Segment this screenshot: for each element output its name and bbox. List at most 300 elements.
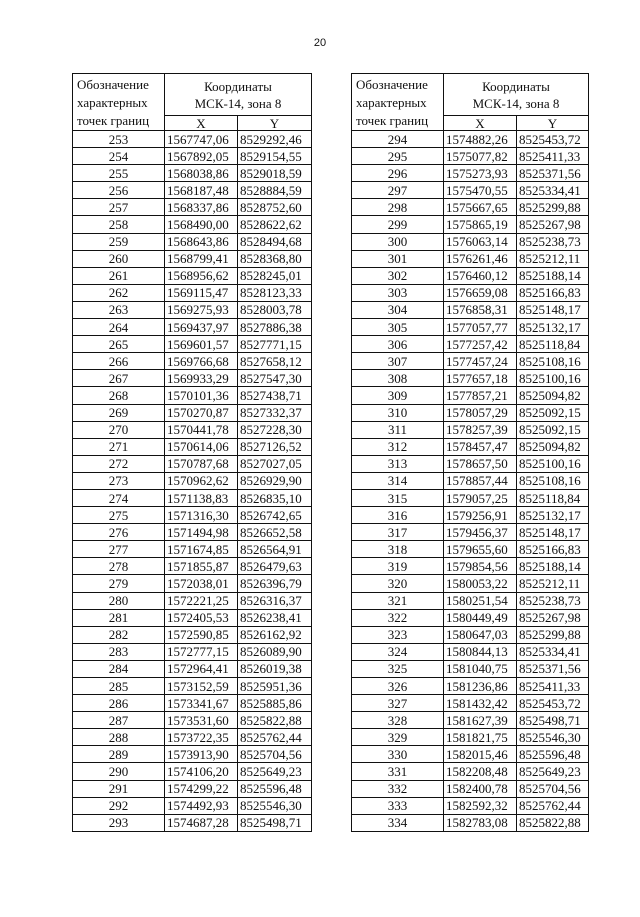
y-coordinate-cell: 8527771,15 (238, 336, 312, 353)
point-number-cell: 316 (352, 507, 444, 524)
x-coordinate-cell: 1571855,87 (165, 558, 238, 575)
point-number-cell: 309 (352, 387, 444, 404)
y-coordinate-cell: 8528622,62 (238, 216, 312, 233)
table-row (352, 233, 589, 250)
point-number-cell: 267 (73, 370, 165, 387)
table-row (352, 524, 589, 541)
table-row (73, 643, 312, 660)
x-coordinate-cell: 1572038,01 (165, 575, 238, 592)
point-number-cell: 332 (352, 780, 444, 797)
x-coordinate-cell: 1577657,18 (444, 370, 517, 387)
point-number-cell: 268 (73, 387, 165, 404)
y-coordinate-cell: 8528368,80 (238, 250, 312, 267)
table-row (73, 678, 312, 695)
table-row (352, 472, 589, 489)
x-coordinate-cell: 1570270,87 (165, 404, 238, 421)
y-coordinate-cell: 8525649,23 (238, 763, 312, 780)
y-coordinate-cell: 8525453,72 (517, 131, 589, 148)
x-coordinate-cell: 1573341,67 (165, 695, 238, 712)
y-coordinate-cell: 8525108,16 (517, 472, 589, 489)
point-number-cell: 269 (73, 404, 165, 421)
y-coordinate-cell: 8525371,56 (517, 165, 589, 182)
y-coordinate-cell: 8526835,10 (238, 489, 312, 506)
point-number-cell: 264 (73, 319, 165, 336)
point-number-cell: 283 (73, 643, 165, 660)
x-coordinate-cell: 1576858,31 (444, 301, 517, 318)
y-coordinate-cell: 8525148,17 (517, 524, 589, 541)
x-coordinate-cell: 1577857,21 (444, 387, 517, 404)
table-row (73, 626, 312, 643)
y-coordinate-cell: 8525299,88 (517, 199, 589, 216)
x-coordinate-cell: 1573531,60 (165, 712, 238, 729)
point-number-cell: 284 (73, 660, 165, 677)
table-row (352, 404, 589, 421)
table-row (352, 643, 589, 660)
point-number-cell: 305 (352, 319, 444, 336)
x-coordinate-cell: 1570101,36 (165, 387, 238, 404)
y-coordinate-cell: 8526929,90 (238, 472, 312, 489)
x-coordinate-cell: 1574882,26 (444, 131, 517, 148)
y-coordinate-cell: 8525212,11 (517, 575, 589, 592)
x-coordinate-cell: 1568038,86 (165, 165, 238, 182)
y-coordinate-cell: 8525188,14 (517, 558, 589, 575)
x-coordinate-cell: 1582208,48 (444, 763, 517, 780)
point-number-cell: 259 (73, 233, 165, 250)
y-coordinate-cell: 8528123,33 (238, 284, 312, 301)
page-number: 20 (313, 37, 327, 49)
table-row (73, 319, 312, 336)
point-number-cell: 266 (73, 353, 165, 370)
table-row (73, 199, 312, 216)
point-number-cell: 265 (73, 336, 165, 353)
y-coordinate-cell: 8525498,71 (517, 712, 589, 729)
point-number-cell: 270 (73, 421, 165, 438)
x-coordinate-cell: 1580844,13 (444, 643, 517, 660)
y-coordinate-cell: 8525094,82 (517, 438, 589, 455)
point-number-cell: 282 (73, 626, 165, 643)
point-number-cell: 260 (73, 250, 165, 267)
table-row (73, 814, 312, 831)
x-coordinate-cell: 1577057,77 (444, 319, 517, 336)
y-coordinate-cell: 8525238,73 (517, 592, 589, 609)
table-row (352, 148, 589, 165)
table-row (73, 558, 312, 575)
y-coordinate-cell: 8527332,37 (238, 404, 312, 421)
y-coordinate-cell: 8525546,30 (238, 797, 312, 814)
y-coordinate-cell: 8525596,48 (238, 780, 312, 797)
table-row (73, 507, 312, 524)
coordinates-table-right (351, 73, 589, 832)
header-y: Y (238, 116, 312, 131)
x-coordinate-cell: 1569437,97 (165, 319, 238, 336)
point-number-cell: 325 (352, 660, 444, 677)
y-coordinate-cell: 8525212,11 (517, 250, 589, 267)
point-number-cell: 285 (73, 678, 165, 695)
y-coordinate-cell: 8527228,30 (238, 421, 312, 438)
x-coordinate-cell: 1569766,68 (165, 353, 238, 370)
y-coordinate-cell: 8526564,91 (238, 541, 312, 558)
header-x: X (444, 116, 517, 131)
point-number-cell: 301 (352, 250, 444, 267)
table-row (352, 267, 589, 284)
table-row (73, 763, 312, 780)
x-coordinate-cell: 1582015,46 (444, 746, 517, 763)
x-coordinate-cell: 1577457,24 (444, 353, 517, 370)
y-coordinate-cell: 8529292,46 (238, 131, 312, 148)
x-coordinate-cell: 1576460,12 (444, 267, 517, 284)
y-coordinate-cell: 8525704,56 (517, 780, 589, 797)
point-number-cell: 308 (352, 370, 444, 387)
y-coordinate-cell: 8525148,17 (517, 301, 589, 318)
table-row (73, 336, 312, 353)
x-coordinate-cell: 1574687,28 (165, 814, 238, 831)
table-row (73, 524, 312, 541)
x-coordinate-cell: 1569601,57 (165, 336, 238, 353)
point-number-cell: 293 (73, 814, 165, 831)
y-coordinate-cell: 8525094,82 (517, 387, 589, 404)
x-coordinate-cell: 1579057,25 (444, 489, 517, 506)
table-row (73, 780, 312, 797)
x-coordinate-cell: 1582592,32 (444, 797, 517, 814)
point-number-cell: 273 (73, 472, 165, 489)
table-row (73, 660, 312, 677)
x-coordinate-cell: 1580053,22 (444, 575, 517, 592)
y-coordinate-cell: 8528494,68 (238, 233, 312, 250)
x-coordinate-cell: 1581627,39 (444, 712, 517, 729)
table-row (352, 626, 589, 643)
table-row (352, 695, 589, 712)
header-point-label: Обозначение характерных точек границ (73, 74, 165, 131)
point-number-cell: 317 (352, 524, 444, 541)
table-row (352, 421, 589, 438)
point-number-cell: 300 (352, 233, 444, 250)
y-coordinate-cell: 8525649,23 (517, 763, 589, 780)
header-coordinates: Координаты МСК-14, зона 8 (444, 74, 589, 116)
x-coordinate-cell: 1570441,78 (165, 421, 238, 438)
coordinates-table-left (72, 73, 312, 832)
point-number-cell: 262 (73, 284, 165, 301)
y-coordinate-cell: 8526742,65 (238, 507, 312, 524)
point-number-cell: 286 (73, 695, 165, 712)
y-coordinate-cell: 8525108,16 (517, 353, 589, 370)
y-coordinate-cell: 8525188,14 (517, 267, 589, 284)
y-coordinate-cell: 8527547,30 (238, 370, 312, 387)
point-number-cell: 302 (352, 267, 444, 284)
table-row (73, 489, 312, 506)
point-number-cell: 306 (352, 336, 444, 353)
point-number-cell: 326 (352, 678, 444, 695)
point-number-cell: 296 (352, 165, 444, 182)
point-number-cell: 307 (352, 353, 444, 370)
y-coordinate-cell: 8525762,44 (238, 729, 312, 746)
table-row (352, 301, 589, 318)
table-row (73, 267, 312, 284)
x-coordinate-cell: 1576063,14 (444, 233, 517, 250)
x-coordinate-cell: 1582400,78 (444, 780, 517, 797)
header-x: X (165, 116, 238, 131)
table-row (73, 609, 312, 626)
table-row (73, 404, 312, 421)
table-row (352, 319, 589, 336)
table-row (352, 284, 589, 301)
y-coordinate-cell: 8525166,83 (517, 541, 589, 558)
point-number-cell: 294 (352, 131, 444, 148)
point-number-cell: 303 (352, 284, 444, 301)
x-coordinate-cell: 1572777,15 (165, 643, 238, 660)
x-coordinate-cell: 1571494,98 (165, 524, 238, 541)
y-coordinate-cell: 8527438,71 (238, 387, 312, 404)
table-row (73, 421, 312, 438)
x-coordinate-cell: 1576261,46 (444, 250, 517, 267)
point-number-cell: 263 (73, 301, 165, 318)
point-number-cell: 253 (73, 131, 165, 148)
table-row (352, 489, 589, 506)
x-coordinate-cell: 1579256,91 (444, 507, 517, 524)
y-coordinate-cell: 8526652,58 (238, 524, 312, 541)
y-coordinate-cell: 8525100,16 (517, 370, 589, 387)
x-coordinate-cell: 1572590,85 (165, 626, 238, 643)
x-coordinate-cell: 1569933,29 (165, 370, 238, 387)
point-number-cell: 271 (73, 438, 165, 455)
y-coordinate-cell: 8525166,83 (517, 284, 589, 301)
x-coordinate-cell: 1578457,47 (444, 438, 517, 455)
y-coordinate-cell: 8525762,44 (517, 797, 589, 814)
x-coordinate-cell: 1580251,54 (444, 592, 517, 609)
table-row (352, 541, 589, 558)
y-coordinate-cell: 8525299,88 (517, 626, 589, 643)
x-coordinate-cell: 1581040,75 (444, 660, 517, 677)
table-row (352, 746, 589, 763)
table-row (73, 746, 312, 763)
table-row (352, 438, 589, 455)
point-number-cell: 281 (73, 609, 165, 626)
x-coordinate-cell: 1581821,75 (444, 729, 517, 746)
y-coordinate-cell: 8525498,71 (238, 814, 312, 831)
y-coordinate-cell: 8527658,12 (238, 353, 312, 370)
point-number-cell: 279 (73, 575, 165, 592)
x-coordinate-cell: 1574106,20 (165, 763, 238, 780)
table-row (352, 660, 589, 677)
x-coordinate-cell: 1579854,56 (444, 558, 517, 575)
y-coordinate-cell: 8526479,63 (238, 558, 312, 575)
table-row (73, 148, 312, 165)
x-coordinate-cell: 1575470,55 (444, 182, 517, 199)
x-coordinate-cell: 1575865,19 (444, 216, 517, 233)
y-coordinate-cell: 8525132,17 (517, 319, 589, 336)
x-coordinate-cell: 1568956,62 (165, 267, 238, 284)
x-coordinate-cell: 1567747,06 (165, 131, 238, 148)
point-number-cell: 275 (73, 507, 165, 524)
point-number-cell: 334 (352, 814, 444, 831)
point-number-cell: 257 (73, 199, 165, 216)
table-row (73, 387, 312, 404)
x-coordinate-cell: 1578857,44 (444, 472, 517, 489)
x-coordinate-cell: 1572964,41 (165, 660, 238, 677)
table-row (73, 216, 312, 233)
point-number-cell: 276 (73, 524, 165, 541)
x-coordinate-cell: 1573722,35 (165, 729, 238, 746)
y-coordinate-cell: 8525411,33 (517, 148, 589, 165)
table-row (352, 250, 589, 267)
x-coordinate-cell: 1577257,42 (444, 336, 517, 353)
x-coordinate-cell: 1575077,82 (444, 148, 517, 165)
table-row (352, 558, 589, 575)
y-coordinate-cell: 8525453,72 (517, 695, 589, 712)
y-coordinate-cell: 8525951,36 (238, 678, 312, 695)
table-row (73, 592, 312, 609)
table-row (352, 763, 589, 780)
x-coordinate-cell: 1574492,93 (165, 797, 238, 814)
table-row (73, 455, 312, 472)
table-row (352, 575, 589, 592)
x-coordinate-cell: 1571674,85 (165, 541, 238, 558)
y-coordinate-cell: 8525092,15 (517, 404, 589, 421)
table-row (352, 592, 589, 609)
table-row (73, 250, 312, 267)
table-row (73, 729, 312, 746)
x-coordinate-cell: 1568490,00 (165, 216, 238, 233)
table-row (352, 814, 589, 831)
y-coordinate-cell: 8525100,16 (517, 455, 589, 472)
y-coordinate-cell: 8525371,56 (517, 660, 589, 677)
x-coordinate-cell: 1579456,37 (444, 524, 517, 541)
table-row (73, 370, 312, 387)
y-coordinate-cell: 8529018,59 (238, 165, 312, 182)
point-number-cell: 319 (352, 558, 444, 575)
table-row (73, 438, 312, 455)
point-number-cell: 290 (73, 763, 165, 780)
x-coordinate-cell: 1568187,48 (165, 182, 238, 199)
table-row (352, 729, 589, 746)
point-number-cell: 331 (352, 763, 444, 780)
y-coordinate-cell: 8525334,41 (517, 182, 589, 199)
point-number-cell: 272 (73, 455, 165, 472)
y-coordinate-cell: 8525334,41 (517, 643, 589, 660)
x-coordinate-cell: 1570787,68 (165, 455, 238, 472)
table-row (352, 182, 589, 199)
y-coordinate-cell: 8525118,84 (517, 336, 589, 353)
point-number-cell: 333 (352, 797, 444, 814)
table-row (73, 353, 312, 370)
y-coordinate-cell: 8526019,38 (238, 660, 312, 677)
x-coordinate-cell: 1568337,86 (165, 199, 238, 216)
y-coordinate-cell: 8525267,98 (517, 216, 589, 233)
header-y: Y (517, 116, 589, 131)
point-number-cell: 278 (73, 558, 165, 575)
table-row (352, 199, 589, 216)
y-coordinate-cell: 8525238,73 (517, 233, 589, 250)
table-row (352, 609, 589, 626)
point-number-cell: 320 (352, 575, 444, 592)
table-row (352, 353, 589, 370)
table-row (73, 165, 312, 182)
point-number-cell: 292 (73, 797, 165, 814)
y-coordinate-cell: 8525411,33 (517, 678, 589, 695)
point-number-cell: 297 (352, 182, 444, 199)
point-number-cell: 291 (73, 780, 165, 797)
point-number-cell: 311 (352, 421, 444, 438)
x-coordinate-cell: 1569115,47 (165, 284, 238, 301)
header-point-label: Обозначение характерных точек границ (352, 74, 444, 131)
x-coordinate-cell: 1574299,22 (165, 780, 238, 797)
y-coordinate-cell: 8528245,01 (238, 267, 312, 284)
x-coordinate-cell: 1576659,08 (444, 284, 517, 301)
point-number-cell: 329 (352, 729, 444, 746)
y-coordinate-cell: 8527027,05 (238, 455, 312, 472)
y-coordinate-cell: 8525596,48 (517, 746, 589, 763)
y-coordinate-cell: 8525822,88 (517, 814, 589, 831)
table-row (73, 284, 312, 301)
point-number-cell: 277 (73, 541, 165, 558)
table-row (352, 455, 589, 472)
x-coordinate-cell: 1575667,65 (444, 199, 517, 216)
y-coordinate-cell: 8528752,60 (238, 199, 312, 216)
point-number-cell: 314 (352, 472, 444, 489)
x-coordinate-cell: 1572405,53 (165, 609, 238, 626)
x-coordinate-cell: 1580449,49 (444, 609, 517, 626)
x-coordinate-cell: 1569275,93 (165, 301, 238, 318)
header-coordinates: Координаты МСК-14, зона 8 (165, 74, 312, 116)
x-coordinate-cell: 1581236,86 (444, 678, 517, 695)
x-coordinate-cell: 1582783,08 (444, 814, 517, 831)
y-coordinate-cell: 8525704,56 (238, 746, 312, 763)
point-number-cell: 254 (73, 148, 165, 165)
x-coordinate-cell: 1578257,39 (444, 421, 517, 438)
table-row (73, 233, 312, 250)
x-coordinate-cell: 1573913,90 (165, 746, 238, 763)
y-coordinate-cell: 8525132,17 (517, 507, 589, 524)
y-coordinate-cell: 8525118,84 (517, 489, 589, 506)
y-coordinate-cell: 8527886,38 (238, 319, 312, 336)
point-number-cell: 280 (73, 592, 165, 609)
table-row (73, 797, 312, 814)
point-number-cell: 287 (73, 712, 165, 729)
table-row (352, 370, 589, 387)
point-number-cell: 298 (352, 199, 444, 216)
point-number-cell: 323 (352, 626, 444, 643)
table-row (73, 541, 312, 558)
point-number-cell: 255 (73, 165, 165, 182)
point-number-cell: 322 (352, 609, 444, 626)
point-number-cell: 304 (352, 301, 444, 318)
y-coordinate-cell: 8526089,90 (238, 643, 312, 660)
x-coordinate-cell: 1568643,86 (165, 233, 238, 250)
table-row (352, 216, 589, 233)
x-coordinate-cell: 1579655,60 (444, 541, 517, 558)
x-coordinate-cell: 1581432,42 (444, 695, 517, 712)
table-row (73, 182, 312, 199)
x-coordinate-cell: 1571316,30 (165, 507, 238, 524)
y-coordinate-cell: 8528884,59 (238, 182, 312, 199)
point-number-cell: 299 (352, 216, 444, 233)
point-number-cell: 261 (73, 267, 165, 284)
y-coordinate-cell: 8525546,30 (517, 729, 589, 746)
table-row (73, 131, 312, 148)
point-number-cell: 274 (73, 489, 165, 506)
table-row (352, 336, 589, 353)
y-coordinate-cell: 8527126,52 (238, 438, 312, 455)
point-number-cell: 328 (352, 712, 444, 729)
x-coordinate-cell: 1580647,03 (444, 626, 517, 643)
point-number-cell: 327 (352, 695, 444, 712)
x-coordinate-cell: 1573152,59 (165, 678, 238, 695)
point-number-cell: 288 (73, 729, 165, 746)
x-coordinate-cell: 1568799,41 (165, 250, 238, 267)
y-coordinate-cell: 8525822,88 (238, 712, 312, 729)
x-coordinate-cell: 1578657,50 (444, 455, 517, 472)
table-row (352, 712, 589, 729)
point-number-cell: 330 (352, 746, 444, 763)
